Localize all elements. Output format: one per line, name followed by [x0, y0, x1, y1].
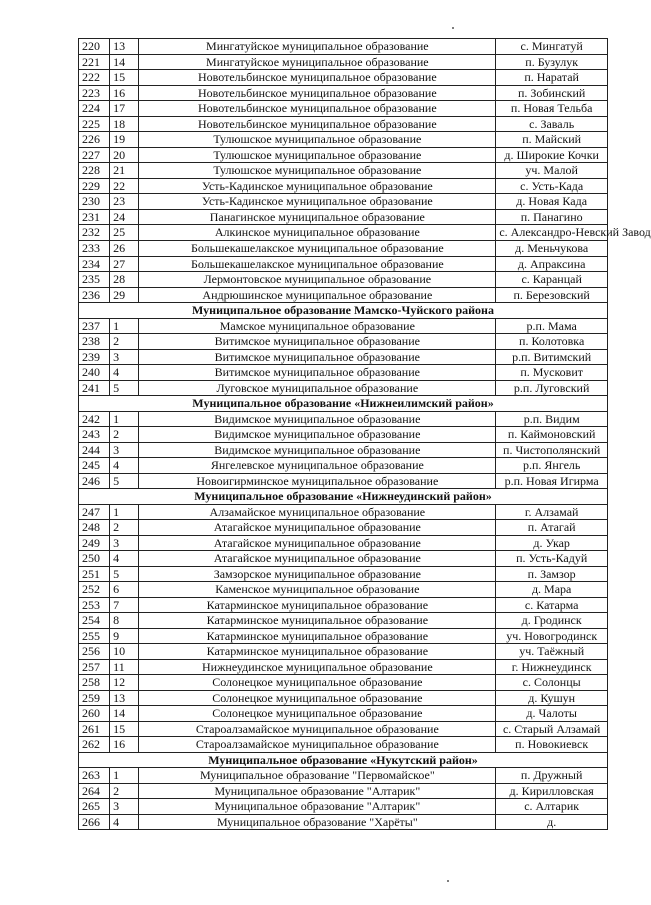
group-number-cell: 18: [110, 116, 139, 132]
table-row: [79, 768, 608, 784]
table-row: [79, 132, 608, 148]
group-number-cell: 5: [110, 380, 139, 396]
scan-speck: [447, 880, 449, 882]
settlements-table-body: [79, 39, 651, 830]
section-heading-row: [79, 396, 608, 412]
group-number-cell: 3: [110, 535, 139, 551]
row-number-cell: 228: [79, 163, 110, 179]
row-number-cell: 266: [79, 814, 110, 830]
section-heading: Муниципальное образование «Нижнеилимский район»: [79, 396, 608, 412]
table-row: [79, 334, 608, 350]
municipality-name-cell: Лермонтовское муниципальное образование: [139, 272, 496, 288]
municipality-name-cell: Староалзамайское муниципальное образование: [139, 737, 496, 753]
municipality-name-cell: Усть-Кадинское муниципальное образование: [139, 178, 496, 194]
group-number-cell: 2: [110, 783, 139, 799]
group-number-cell: 29: [110, 287, 139, 303]
section-heading: Муниципальное образование «Нижнеудинский район»: [79, 489, 608, 505]
municipality-name-cell: Новотельбинское муниципальное образование: [139, 85, 496, 101]
settlement-name-cell: п. Колотовка: [496, 334, 608, 350]
row-number-cell: 263: [79, 768, 110, 784]
settlement-name-cell: д. Укар: [496, 535, 608, 551]
table-row: [79, 535, 608, 551]
group-number-cell: 8: [110, 613, 139, 629]
row-number-cell: 231: [79, 209, 110, 225]
table-row: [79, 814, 608, 830]
municipality-name-cell: Солонецкое муниципальное образование: [139, 690, 496, 706]
municipality-name-cell: Муниципальное образование "Алтарик": [139, 783, 496, 799]
table-row: [79, 690, 608, 706]
row-number-cell: 247: [79, 504, 110, 520]
row-number-cell: 255: [79, 628, 110, 644]
row-number-cell: 232: [79, 225, 110, 241]
row-number-cell: 265: [79, 799, 110, 815]
row-number-cell: 223: [79, 85, 110, 101]
group-number-cell: 4: [110, 814, 139, 830]
row-number-cell: 249: [79, 535, 110, 551]
settlements-table: [78, 38, 651, 830]
settlement-name-cell: п. Атагай: [496, 520, 608, 536]
row-number-cell: 240: [79, 365, 110, 381]
municipality-name-cell: Атагайское муниципальное образование: [139, 520, 496, 536]
table-row: [79, 458, 608, 474]
municipality-name-cell: Муниципальное образование "Харёты": [139, 814, 496, 830]
table-row: [79, 287, 608, 303]
settlement-name-cell: р.п. Витимский: [496, 349, 608, 365]
municipality-name-cell: Видимское муниципальное образование: [139, 427, 496, 443]
group-number-cell: 13: [110, 690, 139, 706]
settlement-name-cell: д. Апраксина: [496, 256, 608, 272]
table-row: [79, 365, 608, 381]
row-number-cell: 260: [79, 706, 110, 722]
settlement-name-cell: п. Бузулук: [496, 54, 608, 70]
group-number-cell: 3: [110, 442, 139, 458]
table-row: [79, 54, 608, 70]
section-heading-row: [79, 489, 608, 505]
section-heading: Муниципальное образование Мамско-Чуйского района: [79, 303, 608, 319]
row-number-cell: 245: [79, 458, 110, 474]
table-row: [79, 504, 608, 520]
municipality-name-cell: Нижнеудинское муниципальное образование: [139, 659, 496, 675]
municipality-name-cell: Замзорское муниципальное образование: [139, 566, 496, 582]
table-row: [79, 147, 608, 163]
group-number-cell: 17: [110, 101, 139, 117]
municipality-name-cell: Катарминское муниципальное образование: [139, 613, 496, 629]
municipality-name-cell: Видимское муниципальное образование: [139, 442, 496, 458]
municipality-name-cell: Атагайское муниципальное образование: [139, 551, 496, 567]
settlement-name-cell: п. Майский: [496, 132, 608, 148]
group-number-cell: 13: [110, 39, 139, 55]
row-number-cell: 227: [79, 147, 110, 163]
group-number-cell: 22: [110, 178, 139, 194]
group-number-cell: 25: [110, 225, 139, 241]
group-number-cell: 5: [110, 473, 139, 489]
municipality-name-cell: Панагинское муниципальное образование: [139, 209, 496, 225]
group-number-cell: 1: [110, 768, 139, 784]
row-number-cell: 230: [79, 194, 110, 210]
group-number-cell: 12: [110, 675, 139, 691]
group-number-cell: 14: [110, 54, 139, 70]
row-number-cell: 225: [79, 116, 110, 132]
table-row: [79, 194, 608, 210]
table-row: [79, 411, 608, 427]
settlement-name-cell: п. Усть-Кадуй: [496, 551, 608, 567]
table-row: [79, 783, 608, 799]
table-row: [79, 551, 608, 567]
group-number-cell: 3: [110, 349, 139, 365]
settlement-name-cell: п. Замзор: [496, 566, 608, 582]
municipality-name-cell: Андрюшинское муниципальное образование: [139, 287, 496, 303]
municipality-name-cell: Алзамайское муниципальное образование: [139, 504, 496, 520]
row-number-cell: 237: [79, 318, 110, 334]
table-row: [79, 520, 608, 536]
settlement-name-cell: д. Гродинск: [496, 613, 608, 629]
settlement-name-cell: п. Новая Тельба: [496, 101, 608, 117]
table-row: [79, 380, 608, 396]
municipality-name-cell: Солонецкое муниципальное образование: [139, 706, 496, 722]
group-number-cell: 14: [110, 706, 139, 722]
group-number-cell: 15: [110, 70, 139, 86]
table-row: [79, 349, 608, 365]
group-number-cell: 4: [110, 365, 139, 381]
table-row: [79, 116, 608, 132]
settlement-name-cell: п. Новокиевск: [496, 737, 608, 753]
group-number-cell: 2: [110, 334, 139, 350]
row-number-cell: 246: [79, 473, 110, 489]
row-number-cell: 241: [79, 380, 110, 396]
settlement-name-cell: п. Панагино: [496, 209, 608, 225]
table-row: [79, 178, 608, 194]
row-number-cell: 252: [79, 582, 110, 598]
settlement-name-cell: уч. Таёжный: [496, 644, 608, 660]
settlement-name-cell: с. Усть-Када: [496, 178, 608, 194]
table-row: [79, 427, 608, 443]
table-row: [79, 272, 608, 288]
group-number-cell: 3: [110, 799, 139, 815]
group-number-cell: 15: [110, 721, 139, 737]
row-number-cell: 256: [79, 644, 110, 660]
row-number-cell: 242: [79, 411, 110, 427]
row-number-cell: 264: [79, 783, 110, 799]
municipality-name-cell: Тулюшское муниципальное образование: [139, 163, 496, 179]
row-number-cell: 253: [79, 597, 110, 613]
group-number-cell: 4: [110, 458, 139, 474]
settlement-name-cell: п. Зобинский: [496, 85, 608, 101]
settlement-name-cell: п. Мусковит: [496, 365, 608, 381]
row-number-cell: 221: [79, 54, 110, 70]
table-row: [79, 597, 608, 613]
municipality-name-cell: Тулюшское муниципальное образование: [139, 147, 496, 163]
municipality-name-cell: Каменское муниципальное образование: [139, 582, 496, 598]
group-number-cell: 24: [110, 209, 139, 225]
municipality-name-cell: Солонецкое муниципальное образование: [139, 675, 496, 691]
municipality-name-cell: Большекашелакское муниципальное образование: [139, 241, 496, 257]
settlement-name-cell: с. Катарма: [496, 597, 608, 613]
section-heading: Муниципальное образование «Нукутский район»: [79, 752, 608, 768]
municipality-name-cell: Новоигирминское муниципальное образование: [139, 473, 496, 489]
section-heading-row: [79, 752, 608, 768]
group-number-cell: 20: [110, 147, 139, 163]
group-number-cell: 19: [110, 132, 139, 148]
group-number-cell: 1: [110, 411, 139, 427]
settlement-name-cell: д. Широкие Кочки: [496, 147, 608, 163]
municipality-name-cell: Катарминское муниципальное образование: [139, 628, 496, 644]
table-row: [79, 39, 608, 55]
settlement-name-cell: д. Кирилловская: [496, 783, 608, 799]
municipality-name-cell: Катарминское муниципальное образование: [139, 597, 496, 613]
table-row: [79, 628, 608, 644]
row-number-cell: 250: [79, 551, 110, 567]
row-number-cell: 262: [79, 737, 110, 753]
settlement-name-cell: р.п. Луговский: [496, 380, 608, 396]
row-number-cell: 238: [79, 334, 110, 350]
municipality-name-cell: Янгелевское муниципальное образование: [139, 458, 496, 474]
group-number-cell: 2: [110, 520, 139, 536]
municipality-name-cell: Новотельбинское муниципальное образование: [139, 70, 496, 86]
settlement-name-cell: п. Дружный: [496, 768, 608, 784]
row-number-cell: 222: [79, 70, 110, 86]
row-number-cell: 224: [79, 101, 110, 117]
row-number-cell: 261: [79, 721, 110, 737]
group-number-cell: 26: [110, 241, 139, 257]
group-number-cell: 6: [110, 582, 139, 598]
municipality-name-cell: Новотельбинское муниципальное образование: [139, 101, 496, 117]
settlement-name-cell: р.п. Янгель: [496, 458, 608, 474]
group-number-cell: 27: [110, 256, 139, 272]
table-row: [79, 318, 608, 334]
group-number-cell: 9: [110, 628, 139, 644]
municipality-name-cell: Усть-Кадинское муниципальное образование: [139, 194, 496, 210]
table-row: [79, 706, 608, 722]
settlement-name-cell: г. Нижнеудинск: [496, 659, 608, 675]
settlement-name-cell: с. Алтарик: [496, 799, 608, 815]
table-row: [79, 70, 608, 86]
municipality-name-cell: Алкинское муниципальное образование: [139, 225, 496, 241]
table-row: [79, 101, 608, 117]
settlement-name-cell: р.п. Новая Игирма: [496, 473, 608, 489]
group-number-cell: 10: [110, 644, 139, 660]
row-number-cell: 244: [79, 442, 110, 458]
group-number-cell: 4: [110, 551, 139, 567]
row-number-cell: 233: [79, 241, 110, 257]
group-number-cell: 23: [110, 194, 139, 210]
group-number-cell: 5: [110, 566, 139, 582]
municipality-name-cell: Видимское муниципальное образование: [139, 411, 496, 427]
municipality-name-cell: Атагайское муниципальное образование: [139, 535, 496, 551]
row-number-cell: 257: [79, 659, 110, 675]
municipality-name-cell: Катарминское муниципальное образование: [139, 644, 496, 660]
group-number-cell: 7: [110, 597, 139, 613]
table-row: [79, 644, 608, 660]
settlement-name-cell: п. Березовский: [496, 287, 608, 303]
settlement-name-cell: уч. Малой: [496, 163, 608, 179]
settlement-name-cell: д. Новая Када: [496, 194, 608, 210]
row-number-cell: 229: [79, 178, 110, 194]
group-number-cell: 21: [110, 163, 139, 179]
table-row: [79, 737, 608, 753]
table-row: [79, 163, 608, 179]
table-row: [79, 613, 608, 629]
settlement-name-cell: д. Мара: [496, 582, 608, 598]
table-row: [79, 566, 608, 582]
group-number-cell: 1: [110, 504, 139, 520]
municipality-name-cell: Тулюшское муниципальное образование: [139, 132, 496, 148]
table-row: [79, 256, 608, 272]
row-number-cell: 251: [79, 566, 110, 582]
settlement-name-cell: с. Каранцай: [496, 272, 608, 288]
row-number-cell: 220: [79, 39, 110, 55]
settlement-name-cell: д. Чалоты: [496, 706, 608, 722]
municipality-name-cell: Муниципальное образование "Алтарик": [139, 799, 496, 815]
settlement-name-cell: д. Кушун: [496, 690, 608, 706]
group-number-cell: 28: [110, 272, 139, 288]
settlement-name-cell: д.: [496, 814, 608, 830]
table-row: [79, 225, 608, 241]
row-number-cell: 258: [79, 675, 110, 691]
settlement-name-cell: д. Меньчукова: [496, 241, 608, 257]
table-row: [79, 85, 608, 101]
municipality-name-cell: Витимское муниципальное образование: [139, 365, 496, 381]
municipality-name-cell: Муниципальное образование "Первомайское": [139, 768, 496, 784]
group-number-cell: 16: [110, 737, 139, 753]
table-row: [79, 473, 608, 489]
municipality-name-cell: Большекашелакское муниципальное образование: [139, 256, 496, 272]
scan-speck: [452, 27, 454, 29]
group-number-cell: 1: [110, 318, 139, 334]
row-number-cell: 259: [79, 690, 110, 706]
table-row: [79, 209, 608, 225]
table-row: [79, 582, 608, 598]
settlement-name-cell: п. Каймоновский: [496, 427, 608, 443]
settlement-name-cell: р.п. Видим: [496, 411, 608, 427]
row-number-cell: 248: [79, 520, 110, 536]
settlement-name-cell: с. Заваль: [496, 116, 608, 132]
settlement-name-cell: с. Александро-Невский Завод: [496, 225, 608, 241]
municipality-name-cell: Мингатуйское муниципальное образование: [139, 54, 496, 70]
settlement-name-cell: п. Наратай: [496, 70, 608, 86]
municipality-name-cell: Новотельбинское муниципальное образование: [139, 116, 496, 132]
group-number-cell: 11: [110, 659, 139, 675]
settlement-name-cell: с. Старый Алзамай: [496, 721, 608, 737]
municipality-name-cell: Мингатуйское муниципальное образование: [139, 39, 496, 55]
row-number-cell: 236: [79, 287, 110, 303]
settlement-name-cell: с. Солонцы: [496, 675, 608, 691]
settlement-name-cell: р.п. Мама: [496, 318, 608, 334]
table-row: [79, 659, 608, 675]
settlement-name-cell: г. Алзамай: [496, 504, 608, 520]
table-row: [79, 241, 608, 257]
table-row: [79, 799, 608, 815]
table-row: [79, 442, 608, 458]
table-row: [79, 675, 608, 691]
municipality-name-cell: Витимское муниципальное образование: [139, 349, 496, 365]
row-number-cell: 234: [79, 256, 110, 272]
row-number-cell: 254: [79, 613, 110, 629]
row-number-cell: 243: [79, 427, 110, 443]
group-number-cell: 16: [110, 85, 139, 101]
settlement-name-cell: п. Чистополянский: [496, 442, 608, 458]
settlement-name-cell: уч. Новогродинск: [496, 628, 608, 644]
table-row: [79, 721, 608, 737]
municipality-name-cell: Луговское муниципальное образование: [139, 380, 496, 396]
settlement-name-cell: с. Мингатуй: [496, 39, 608, 55]
row-number-cell: 235: [79, 272, 110, 288]
municipality-name-cell: Витимское муниципальное образование: [139, 334, 496, 350]
section-heading-row: [79, 303, 608, 319]
group-number-cell: 2: [110, 427, 139, 443]
municipality-name-cell: Староалзамайское муниципальное образование: [139, 721, 496, 737]
row-number-cell: 226: [79, 132, 110, 148]
municipality-name-cell: Мамское муниципальное образование: [139, 318, 496, 334]
row-number-cell: 239: [79, 349, 110, 365]
